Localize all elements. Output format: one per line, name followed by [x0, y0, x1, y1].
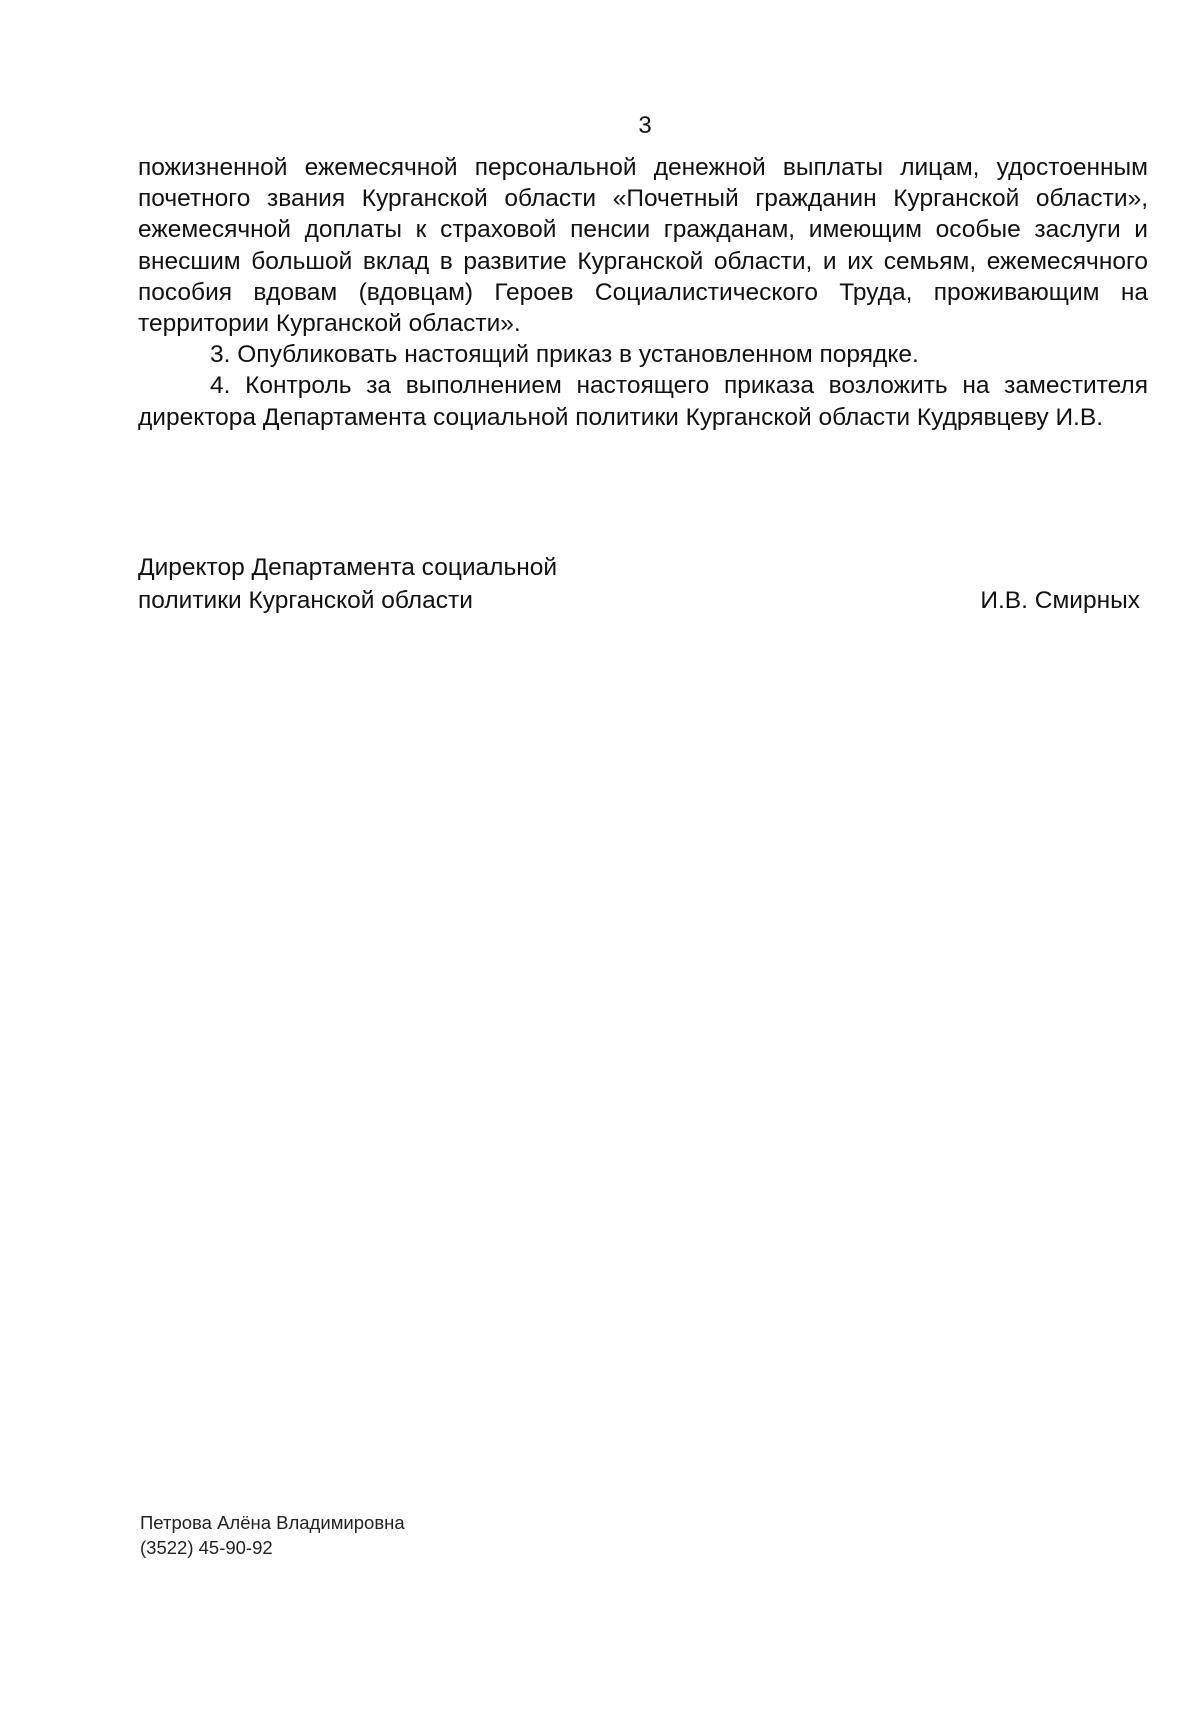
signatory-title-line-2: политики Курганской области: [138, 587, 473, 614]
signatory-title-line-1: Директор Департамента социальной: [138, 554, 558, 581]
paragraph-item-4: 4. Контроль за выполнением настоящего приказа возложить на заместителя директора Департамента социальной политики Курганской области Кудрявцеву И.В.: [138, 372, 1148, 431]
executor-phone: (3522) 45-90-92: [140, 1537, 273, 1558]
document-body: [138, 152, 1148, 433]
signature-title-row-1: [138, 551, 1148, 584]
signatory-name: И.В. Смирных: [980, 587, 1140, 614]
executor-name: Петрова Алёна Владимировна: [140, 1512, 405, 1533]
signature-title-row-2: [138, 584, 1148, 617]
executor-contact: [140, 1510, 405, 1560]
paragraph-item-3: 3. Опубликовать настоящий приказ в установленном порядке.: [210, 341, 919, 369]
page-number: 3: [638, 112, 652, 139]
signature-block: [138, 551, 1148, 617]
paragraph-continuation: пожизненной ежемесячной персональной денежной выплаты лицам, удостоенным почетного звания Курганской области «Почетный гражданин Курганской области», ежемесячной доплаты к страховой пенсии гражданам, имеющим особые заслуги и внесшим большой вклад в развитие Курганской области, и их семьям, ежемесячного пособия вдовам (вдовцам) Героев Социалистического Труда, проживающим на территории Курганской области».: [138, 154, 1148, 338]
